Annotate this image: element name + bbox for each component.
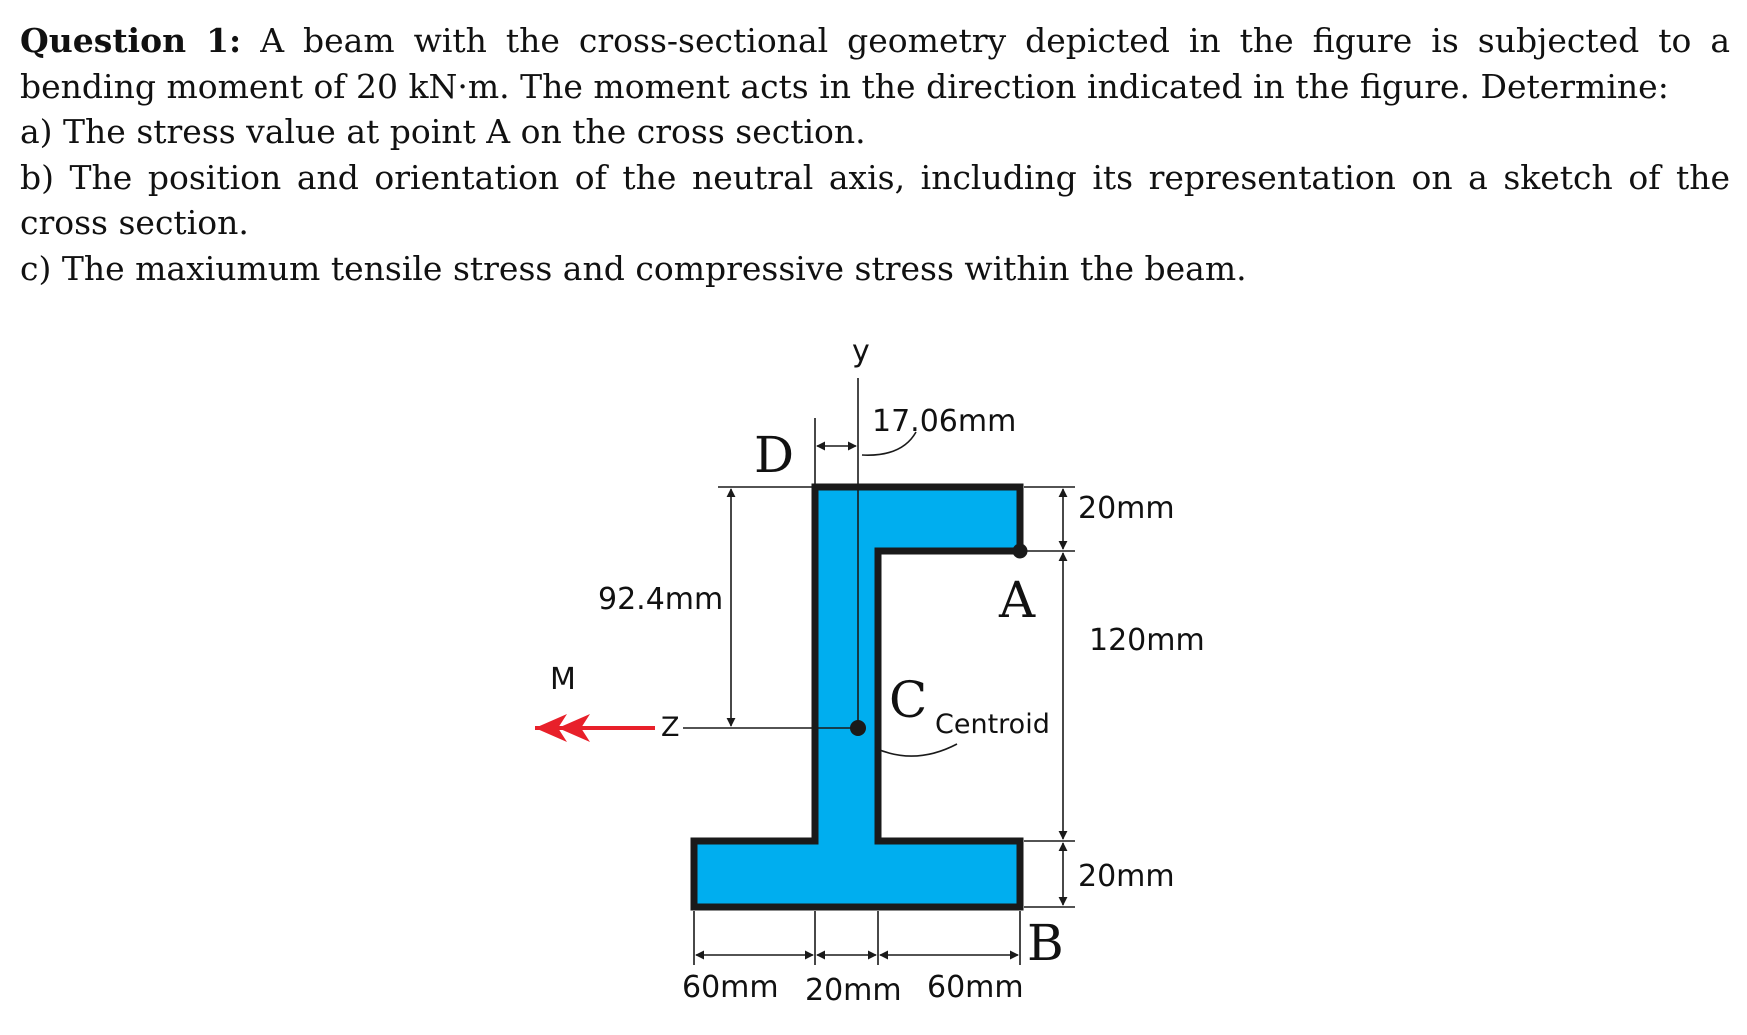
point-a-label: A <box>999 571 1036 629</box>
z-axis-label: Z <box>661 712 680 743</box>
web-width-dimension-label: 20mm <box>805 973 902 1008</box>
question-part-b: b) The position and orientation of the neutral axis, including its representation on a sketch of the cross section. <box>20 157 1730 242</box>
centroid-label: Centroid <box>935 709 1050 740</box>
right-width-dimension-label: 60mm <box>927 970 1024 1005</box>
centroid-point <box>850 720 866 736</box>
moment-arrow <box>535 714 655 742</box>
point-b-label: B <box>1027 914 1064 972</box>
centroid-leader <box>875 744 957 756</box>
offset-dimension-label: 17.06mm <box>872 404 1017 439</box>
cross-section-shape <box>694 487 1020 907</box>
centroid-height-label: 92.4mm <box>598 582 724 617</box>
question-heading: Question 1: <box>20 21 242 60</box>
moment-label: M <box>550 662 576 697</box>
question-part-a: a) The stress value at point A on the cross section. <box>20 112 866 151</box>
bottom-flange-dimension-label: 20mm <box>1078 859 1175 894</box>
left-width-dimension-label: 60mm <box>682 970 779 1005</box>
y-axis-label: y <box>852 334 870 369</box>
question-statement: A beam with the cross-sectional geometry depicted in the figure is subjected to a bending moment of 20 kN·m. The moment acts in the direction indicated in the figure. Determine: <box>20 21 1730 106</box>
top-flange-dimension-label: 20mm <box>1078 491 1175 526</box>
web-height-dimension-label: 120mm <box>1089 623 1205 658</box>
centroid-c-label: C <box>889 671 928 729</box>
question-part-c: c) The maxiumum tensile stress and compressive stress within the beam. <box>20 248 1247 288</box>
point-d-label: D <box>754 426 795 484</box>
